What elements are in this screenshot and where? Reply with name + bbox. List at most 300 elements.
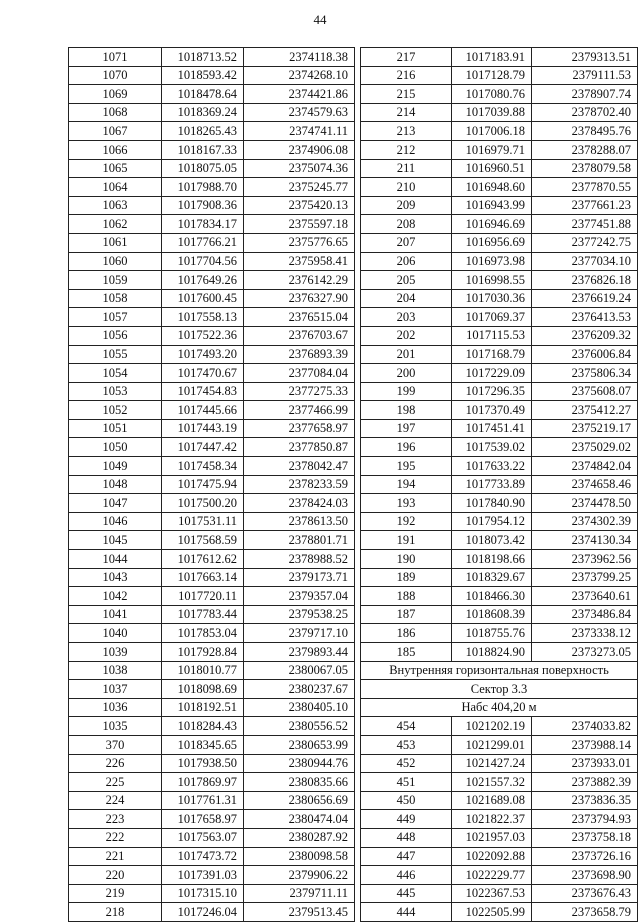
x-coordinate-cell: 1018167.33 (162, 140, 244, 159)
table-row (361, 438, 638, 457)
point-number-cell: 1037 (69, 680, 162, 699)
y-coordinate-cell: 2373486.84 (532, 605, 638, 624)
point-number-cell: 212 (361, 140, 452, 159)
y-coordinate-cell: 2377658.97 (244, 419, 355, 438)
point-number-cell: 187 (361, 605, 452, 624)
table-row (69, 661, 355, 680)
x-coordinate-cell: 1017006.18 (452, 122, 532, 141)
x-coordinate-cell: 1016956.69 (452, 233, 532, 252)
table-row (361, 140, 638, 159)
y-coordinate-cell: 2374421.86 (244, 85, 355, 104)
sector-title: Сектор 3.3 (361, 680, 638, 699)
x-coordinate-cell: 1021689.08 (452, 791, 532, 810)
y-coordinate-cell: 2373799.25 (532, 568, 638, 587)
point-number-cell: 1046 (69, 512, 162, 531)
y-coordinate-cell: 2377451.88 (532, 215, 638, 234)
point-number-cell: 1062 (69, 215, 162, 234)
x-coordinate-cell: 1017115.53 (452, 326, 532, 345)
x-coordinate-cell: 1018265.43 (162, 122, 244, 141)
point-number-cell: 197 (361, 419, 452, 438)
x-coordinate-cell: 1017558.13 (162, 308, 244, 327)
point-number-cell: 1069 (69, 85, 162, 104)
point-number-cell: 203 (361, 308, 452, 327)
point-number-cell: 218 (69, 903, 162, 922)
table-row (69, 605, 355, 624)
table-row (69, 754, 355, 773)
y-coordinate-cell: 2379357.04 (244, 587, 355, 606)
y-coordinate-cell: 2378702.40 (532, 103, 638, 122)
table-row (69, 828, 355, 847)
y-coordinate-cell: 2374302.39 (532, 512, 638, 531)
y-coordinate-cell: 2375029.02 (532, 438, 638, 457)
table-row (361, 48, 638, 67)
point-number-cell: 1036 (69, 698, 162, 717)
y-coordinate-cell: 2379906.22 (244, 866, 355, 885)
x-coordinate-cell: 1018329.67 (452, 568, 532, 587)
y-coordinate-cell: 2373836.35 (532, 791, 638, 810)
y-coordinate-cell: 2374033.82 (532, 717, 638, 736)
point-number-cell: 193 (361, 494, 452, 513)
table-row (69, 568, 355, 587)
table-row (361, 624, 638, 643)
y-coordinate-cell: 2378288.07 (532, 140, 638, 159)
y-coordinate-cell: 2373658.79 (532, 903, 638, 922)
table-row (361, 122, 638, 141)
point-number-cell: 1067 (69, 122, 162, 141)
x-coordinate-cell: 1017069.37 (452, 308, 532, 327)
y-coordinate-cell: 2377084.04 (244, 364, 355, 383)
table-row (69, 66, 355, 85)
y-coordinate-cell: 2375074.36 (244, 159, 355, 178)
table-row (69, 773, 355, 792)
table-row (69, 847, 355, 866)
point-number-cell: 204 (361, 289, 452, 308)
table-row (361, 550, 638, 569)
point-number-cell: 207 (361, 233, 452, 252)
point-number-cell: 209 (361, 196, 452, 215)
y-coordinate-cell: 2378801.71 (244, 531, 355, 550)
x-coordinate-cell: 1018284.43 (162, 717, 244, 736)
table-row (361, 252, 638, 271)
y-coordinate-cell: 2376703.67 (244, 326, 355, 345)
x-coordinate-cell: 1017500.20 (162, 494, 244, 513)
y-coordinate-cell: 2375219.17 (532, 419, 638, 438)
point-number-cell: 447 (361, 847, 452, 866)
x-coordinate-cell: 1018755.76 (452, 624, 532, 643)
table-row (69, 624, 355, 643)
x-coordinate-cell: 1022505.99 (452, 903, 532, 922)
point-number-cell: 1068 (69, 103, 162, 122)
y-coordinate-cell: 2373882.39 (532, 773, 638, 792)
point-number-cell: 1063 (69, 196, 162, 215)
table-row (69, 382, 355, 401)
y-coordinate-cell: 2374130.34 (532, 531, 638, 550)
table-row (361, 494, 638, 513)
table-row (69, 550, 355, 569)
table-row (69, 308, 355, 327)
y-coordinate-cell: 2375776.65 (244, 233, 355, 252)
point-number-cell: 220 (69, 866, 162, 885)
point-number-cell: 1064 (69, 178, 162, 197)
point-number-cell: 1050 (69, 438, 162, 457)
table-row (69, 326, 355, 345)
x-coordinate-cell: 1017080.76 (452, 85, 532, 104)
point-number-cell: 199 (361, 382, 452, 401)
y-coordinate-cell: 2379717.10 (244, 624, 355, 643)
table-row (361, 289, 638, 308)
table-row (361, 271, 638, 290)
table-row (69, 587, 355, 606)
y-coordinate-cell: 2378424.03 (244, 494, 355, 513)
table-row (361, 364, 638, 383)
table-row (361, 512, 638, 531)
x-coordinate-cell: 1017391.03 (162, 866, 244, 885)
table-row (69, 233, 355, 252)
table-row (69, 159, 355, 178)
x-coordinate-cell: 1017470.67 (162, 364, 244, 383)
table-row (361, 419, 638, 438)
y-coordinate-cell: 2380835.66 (244, 773, 355, 792)
y-coordinate-cell: 2380556.52 (244, 717, 355, 736)
y-coordinate-cell: 2374268.10 (244, 66, 355, 85)
point-number-cell: 449 (361, 810, 452, 829)
y-coordinate-cell: 2379513.45 (244, 903, 355, 922)
x-coordinate-cell: 1017531.11 (162, 512, 244, 531)
x-coordinate-cell: 1021822.37 (452, 810, 532, 829)
table-row (69, 735, 355, 754)
x-coordinate-cell: 1017834.17 (162, 215, 244, 234)
table-row (361, 773, 638, 792)
y-coordinate-cell: 2374579.63 (244, 103, 355, 122)
point-number-cell: 451 (361, 773, 452, 792)
point-number-cell: 225 (69, 773, 162, 792)
table-row (361, 475, 638, 494)
y-coordinate-cell: 2373698.90 (532, 866, 638, 885)
point-number-cell: 190 (361, 550, 452, 569)
point-number-cell: 1053 (69, 382, 162, 401)
y-coordinate-cell: 2373676.43 (532, 884, 638, 903)
table-row (361, 401, 638, 420)
table-row (69, 717, 355, 736)
table-row (361, 382, 638, 401)
coordinates-table-left-body (69, 48, 355, 922)
y-coordinate-cell: 2375420.13 (244, 196, 355, 215)
y-coordinate-cell: 2376209.32 (532, 326, 638, 345)
x-coordinate-cell: 1017704.56 (162, 252, 244, 271)
point-number-cell: 1060 (69, 252, 162, 271)
table-row (69, 103, 355, 122)
point-number-cell: 1039 (69, 643, 162, 662)
table-row (361, 903, 638, 922)
point-number-cell: 211 (361, 159, 452, 178)
y-coordinate-cell: 2377242.75 (532, 233, 638, 252)
point-number-cell: 1045 (69, 531, 162, 550)
point-number-cell: 198 (361, 401, 452, 420)
y-coordinate-cell: 2375412.27 (532, 401, 638, 420)
y-coordinate-cell: 2373988.14 (532, 735, 638, 754)
table-row (69, 475, 355, 494)
x-coordinate-cell: 1022092.88 (452, 847, 532, 866)
y-coordinate-cell: 2374478.50 (532, 494, 638, 513)
point-number-cell: 221 (69, 847, 162, 866)
x-coordinate-cell: 1017600.45 (162, 289, 244, 308)
y-coordinate-cell: 2373962.56 (532, 550, 638, 569)
point-number-cell: 1056 (69, 326, 162, 345)
height-title: Набс 404,20 м (361, 698, 638, 717)
point-number-cell: 1040 (69, 624, 162, 643)
point-number-cell: 188 (361, 587, 452, 606)
x-coordinate-cell: 1017475.94 (162, 475, 244, 494)
point-number-cell: 189 (361, 568, 452, 587)
table-row (69, 680, 355, 699)
x-coordinate-cell: 1017447.42 (162, 438, 244, 457)
x-coordinate-cell: 1017128.79 (452, 66, 532, 85)
point-number-cell: 1048 (69, 475, 162, 494)
y-coordinate-cell: 2377034.10 (532, 252, 638, 271)
x-coordinate-cell: 1017229.09 (452, 364, 532, 383)
point-number-cell: 210 (361, 178, 452, 197)
section-header-row (361, 680, 638, 699)
table-row (361, 159, 638, 178)
point-number-cell: 195 (361, 457, 452, 476)
y-coordinate-cell: 2379893.44 (244, 643, 355, 662)
y-coordinate-cell: 2374658.46 (532, 475, 638, 494)
table-row (69, 419, 355, 438)
point-number-cell: 450 (361, 791, 452, 810)
point-number-cell: 1047 (69, 494, 162, 513)
table-row (361, 735, 638, 754)
y-coordinate-cell: 2374741.11 (244, 122, 355, 141)
point-number-cell: 448 (361, 828, 452, 847)
x-coordinate-cell: 1018098.69 (162, 680, 244, 699)
x-coordinate-cell: 1017658.97 (162, 810, 244, 829)
y-coordinate-cell: 2373273.05 (532, 643, 638, 662)
table-row (69, 512, 355, 531)
x-coordinate-cell: 1021202.19 (452, 717, 532, 736)
x-coordinate-cell: 1018593.42 (162, 66, 244, 85)
y-coordinate-cell: 2378613.50 (244, 512, 355, 531)
y-coordinate-cell: 2373726.16 (532, 847, 638, 866)
y-coordinate-cell: 2376327.90 (244, 289, 355, 308)
x-coordinate-cell: 1018345.65 (162, 735, 244, 754)
table-row (361, 103, 638, 122)
y-coordinate-cell: 2373338.12 (532, 624, 638, 643)
x-coordinate-cell: 1022229.77 (452, 866, 532, 885)
point-number-cell: 1044 (69, 550, 162, 569)
y-coordinate-cell: 2375245.77 (244, 178, 355, 197)
table-row (69, 178, 355, 197)
point-number-cell: 201 (361, 345, 452, 364)
x-coordinate-cell: 1018369.24 (162, 103, 244, 122)
y-coordinate-cell: 2376413.53 (532, 308, 638, 327)
y-coordinate-cell: 2380405.10 (244, 698, 355, 717)
point-number-cell: 200 (361, 364, 452, 383)
y-coordinate-cell: 2375958.41 (244, 252, 355, 271)
x-coordinate-cell: 1018608.39 (452, 605, 532, 624)
table-row (361, 233, 638, 252)
y-coordinate-cell: 2379111.53 (532, 66, 638, 85)
table-row (69, 196, 355, 215)
table-row (69, 85, 355, 104)
y-coordinate-cell: 2377870.55 (532, 178, 638, 197)
x-coordinate-cell: 1021557.32 (452, 773, 532, 792)
x-coordinate-cell: 1017633.22 (452, 457, 532, 476)
x-coordinate-cell: 1018713.52 (162, 48, 244, 67)
x-coordinate-cell: 1017563.07 (162, 828, 244, 847)
x-coordinate-cell: 1017988.70 (162, 178, 244, 197)
y-coordinate-cell: 2379538.25 (244, 605, 355, 624)
table-row (361, 531, 638, 550)
x-coordinate-cell: 1017296.35 (452, 382, 532, 401)
table-row (69, 494, 355, 513)
x-coordinate-cell: 1017168.79 (452, 345, 532, 364)
y-coordinate-cell: 2378079.58 (532, 159, 638, 178)
table-row (69, 122, 355, 141)
y-coordinate-cell: 2380656.69 (244, 791, 355, 810)
x-coordinate-cell: 1016946.69 (452, 215, 532, 234)
table-row (69, 810, 355, 829)
table-row (361, 568, 638, 587)
y-coordinate-cell: 2377661.23 (532, 196, 638, 215)
point-number-cell: 1049 (69, 457, 162, 476)
table-row (361, 215, 638, 234)
y-coordinate-cell: 2375608.07 (532, 382, 638, 401)
point-number-cell: 202 (361, 326, 452, 345)
surface-title: Внутренняя горизонтальная поверхность (361, 661, 638, 680)
x-coordinate-cell: 1017443.19 (162, 419, 244, 438)
x-coordinate-cell: 1017568.59 (162, 531, 244, 550)
x-coordinate-cell: 1018075.05 (162, 159, 244, 178)
point-number-cell: 213 (361, 122, 452, 141)
x-coordinate-cell: 1017315.10 (162, 884, 244, 903)
y-coordinate-cell: 2378233.59 (244, 475, 355, 494)
point-number-cell: 1057 (69, 308, 162, 327)
y-coordinate-cell: 2373794.93 (532, 810, 638, 829)
table-row (69, 140, 355, 159)
table-row (69, 271, 355, 290)
x-coordinate-cell: 1017869.97 (162, 773, 244, 792)
table-row (69, 884, 355, 903)
section-header-row (361, 698, 638, 717)
table-row (361, 847, 638, 866)
x-coordinate-cell: 1017853.04 (162, 624, 244, 643)
y-coordinate-cell: 2375806.34 (532, 364, 638, 383)
y-coordinate-cell: 2373758.18 (532, 828, 638, 847)
table-row (361, 717, 638, 736)
point-number-cell: 186 (361, 624, 452, 643)
y-coordinate-cell: 2380098.58 (244, 847, 355, 866)
x-coordinate-cell: 1018466.30 (452, 587, 532, 606)
x-coordinate-cell: 1021299.01 (452, 735, 532, 754)
point-number-cell: 1066 (69, 140, 162, 159)
table-row (361, 587, 638, 606)
x-coordinate-cell: 1017663.14 (162, 568, 244, 587)
table-row (69, 401, 355, 420)
y-coordinate-cell: 2378495.76 (532, 122, 638, 141)
x-coordinate-cell: 1016979.71 (452, 140, 532, 159)
y-coordinate-cell: 2373640.61 (532, 587, 638, 606)
x-coordinate-cell: 1017733.89 (452, 475, 532, 494)
x-coordinate-cell: 1016998.55 (452, 271, 532, 290)
point-number-cell: 205 (361, 271, 452, 290)
y-coordinate-cell: 2375597.18 (244, 215, 355, 234)
point-number-cell: 185 (361, 643, 452, 662)
y-coordinate-cell: 2373933.01 (532, 754, 638, 773)
x-coordinate-cell: 1018824.90 (452, 643, 532, 662)
table-row (361, 866, 638, 885)
point-number-cell: 1042 (69, 587, 162, 606)
table-row (69, 457, 355, 476)
point-number-cell: 1035 (69, 717, 162, 736)
x-coordinate-cell: 1016973.98 (452, 252, 532, 271)
x-coordinate-cell: 1017030.36 (452, 289, 532, 308)
y-coordinate-cell: 2380944.76 (244, 754, 355, 773)
table-row (361, 196, 638, 215)
table-row (69, 345, 355, 364)
table-row (361, 791, 638, 810)
table-row (69, 791, 355, 810)
table-row (69, 866, 355, 885)
y-coordinate-cell: 2377850.87 (244, 438, 355, 457)
point-number-cell: 208 (361, 215, 452, 234)
table-row (361, 66, 638, 85)
table-row (361, 326, 638, 345)
x-coordinate-cell: 1017761.31 (162, 791, 244, 810)
x-coordinate-cell: 1017473.72 (162, 847, 244, 866)
point-number-cell: 1051 (69, 419, 162, 438)
x-coordinate-cell: 1017183.91 (452, 48, 532, 67)
x-coordinate-cell: 1017908.36 (162, 196, 244, 215)
y-coordinate-cell: 2374842.04 (532, 457, 638, 476)
point-number-cell: 1038 (69, 661, 162, 680)
coordinates-table-right-body (361, 48, 638, 922)
x-coordinate-cell: 1017370.49 (452, 401, 532, 420)
x-coordinate-cell: 1017454.83 (162, 382, 244, 401)
table-row (69, 531, 355, 550)
point-number-cell: 1059 (69, 271, 162, 290)
point-number-cell: 1070 (69, 66, 162, 85)
table-row (361, 85, 638, 104)
point-number-cell: 217 (361, 48, 452, 67)
x-coordinate-cell: 1017539.02 (452, 438, 532, 457)
y-coordinate-cell: 2379173.71 (244, 568, 355, 587)
y-coordinate-cell: 2376515.04 (244, 308, 355, 327)
x-coordinate-cell: 1018478.64 (162, 85, 244, 104)
y-coordinate-cell: 2380237.67 (244, 680, 355, 699)
point-number-cell: 446 (361, 866, 452, 885)
y-coordinate-cell: 2380287.92 (244, 828, 355, 847)
table-row (69, 698, 355, 717)
coordinates-table-left (68, 47, 355, 922)
point-number-cell: 214 (361, 103, 452, 122)
x-coordinate-cell: 1016943.99 (452, 196, 532, 215)
y-coordinate-cell: 2380474.04 (244, 810, 355, 829)
x-coordinate-cell: 1017612.62 (162, 550, 244, 569)
x-coordinate-cell: 1022367.53 (452, 884, 532, 903)
y-coordinate-cell: 2380653.99 (244, 735, 355, 754)
point-number-cell: 1071 (69, 48, 162, 67)
table-row (361, 754, 638, 773)
table-row (69, 289, 355, 308)
x-coordinate-cell: 1017938.50 (162, 754, 244, 773)
table-row (361, 884, 638, 903)
table-row (69, 252, 355, 271)
point-number-cell: 453 (361, 735, 452, 754)
point-number-cell: 219 (69, 884, 162, 903)
table-row (361, 810, 638, 829)
y-coordinate-cell: 2376826.18 (532, 271, 638, 290)
point-number-cell: 1054 (69, 364, 162, 383)
